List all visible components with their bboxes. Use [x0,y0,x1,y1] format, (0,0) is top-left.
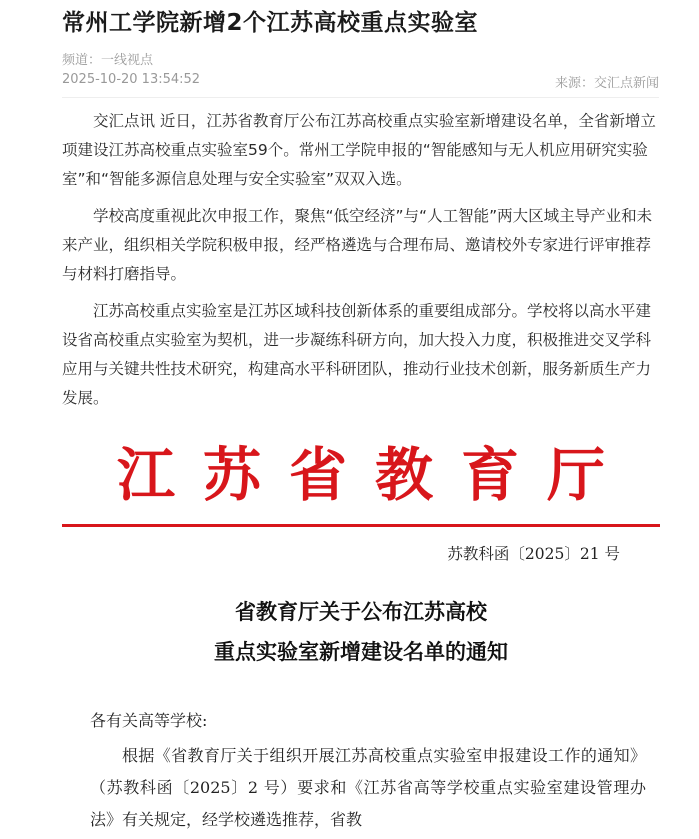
document-title-line-2: 重点实验室新增建设名单的通知 [214,639,508,664]
document-number: 苏教科函〔2025〕21 号 [447,545,620,563]
publish-time: 2025-10-20 13:54:52 [62,72,201,87]
article-paragraph-1: 交汇点讯 近日，江苏省教育厅公布江苏高校重点实验室新增建设名单，全省新增立项建设江苏高校重点实验室59个。常州工学院申报的“智能感知与无人机应用研究实验室”和“智能多源信息处理与安全实验室”双双入选。 [62,112,656,188]
article-paragraph-2: 学校高度重视此次申报工作，聚焦“低空经济”与“人工智能”两大区域主导产业和未来产业，组织相关学院积极申报，经严格遴选与合理布局、邀请校外专家进行评审推荐与材料打磨指导。 [62,207,653,283]
article-paragraph-3: 江苏高校重点实验室是江苏区域科技创新体系的重要组成部分。学校将以高水平建设省高校重点实验室为契机，进一步凝练科研方向，加大投入力度，积极推进交叉学科应用与关键共性技术研究，构建高水平科研团队，推动行业技术创新，服务新质生产力发展。 [62,302,652,407]
document-header-rule [62,524,660,527]
article-title: 常州工学院新增2个江苏高校重点实验室 [62,10,479,36]
channel-label: 频道：一线视点 [62,53,154,68]
document-header: 江苏省教育厅 [116,441,633,509]
document-title-line-1: 省教育厅关于公布江苏高校 [235,599,487,624]
document-body: 根据《省教育厅关于组织开展江苏高校重点实验室申报建设工作的通知》（苏教科函〔2025〕2 号）要求和《江苏省高等学校重点实验室建设管理办法》有关规定，经学校遴选推荐，省教 [90,746,646,829]
meta-divider [62,97,659,98]
document-salutation: 各有关高等学校: [90,711,208,730]
source-label: 来源：交汇点新闻 [554,76,659,91]
document-image [62,418,660,839]
